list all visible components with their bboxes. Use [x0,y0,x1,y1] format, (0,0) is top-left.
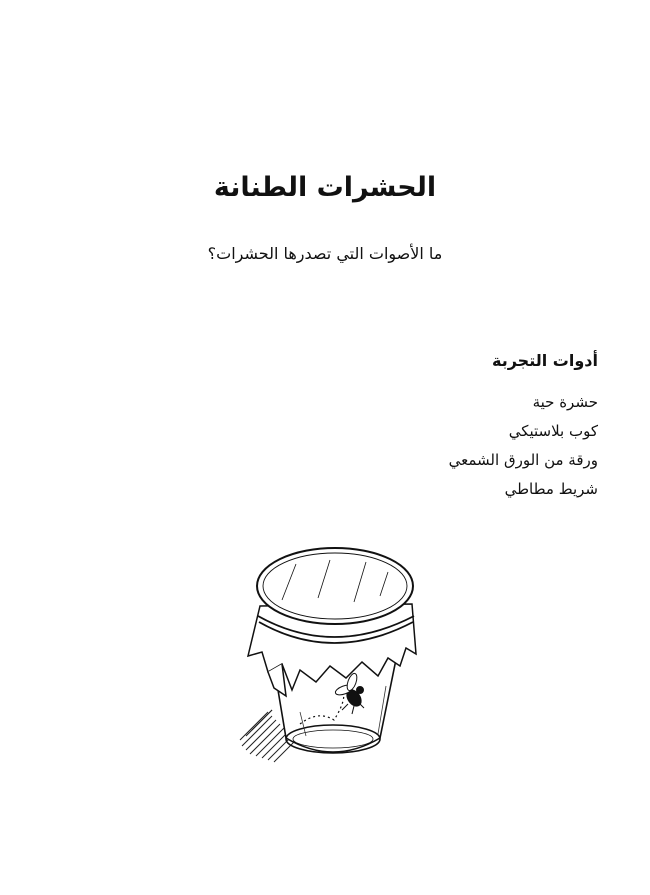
materials-item: ورقة من الورق الشمعي [448,451,598,469]
materials-list [338,388,598,504]
materials-item: شريط مطاطي [504,480,598,498]
page-title: الحشرات الطنانة [213,172,437,203]
materials-item: كوب بلاستيكي [508,422,598,440]
experiment-question: ما الأصوات التي تصدرها الحشرات؟ [207,244,443,263]
materials-item: حشرة حية [532,393,598,411]
jar-with-insect-illustration [238,540,428,780]
materials-section [338,346,598,504]
jar-top [257,548,413,624]
materials-heading: أدوات التجربة [492,351,598,370]
